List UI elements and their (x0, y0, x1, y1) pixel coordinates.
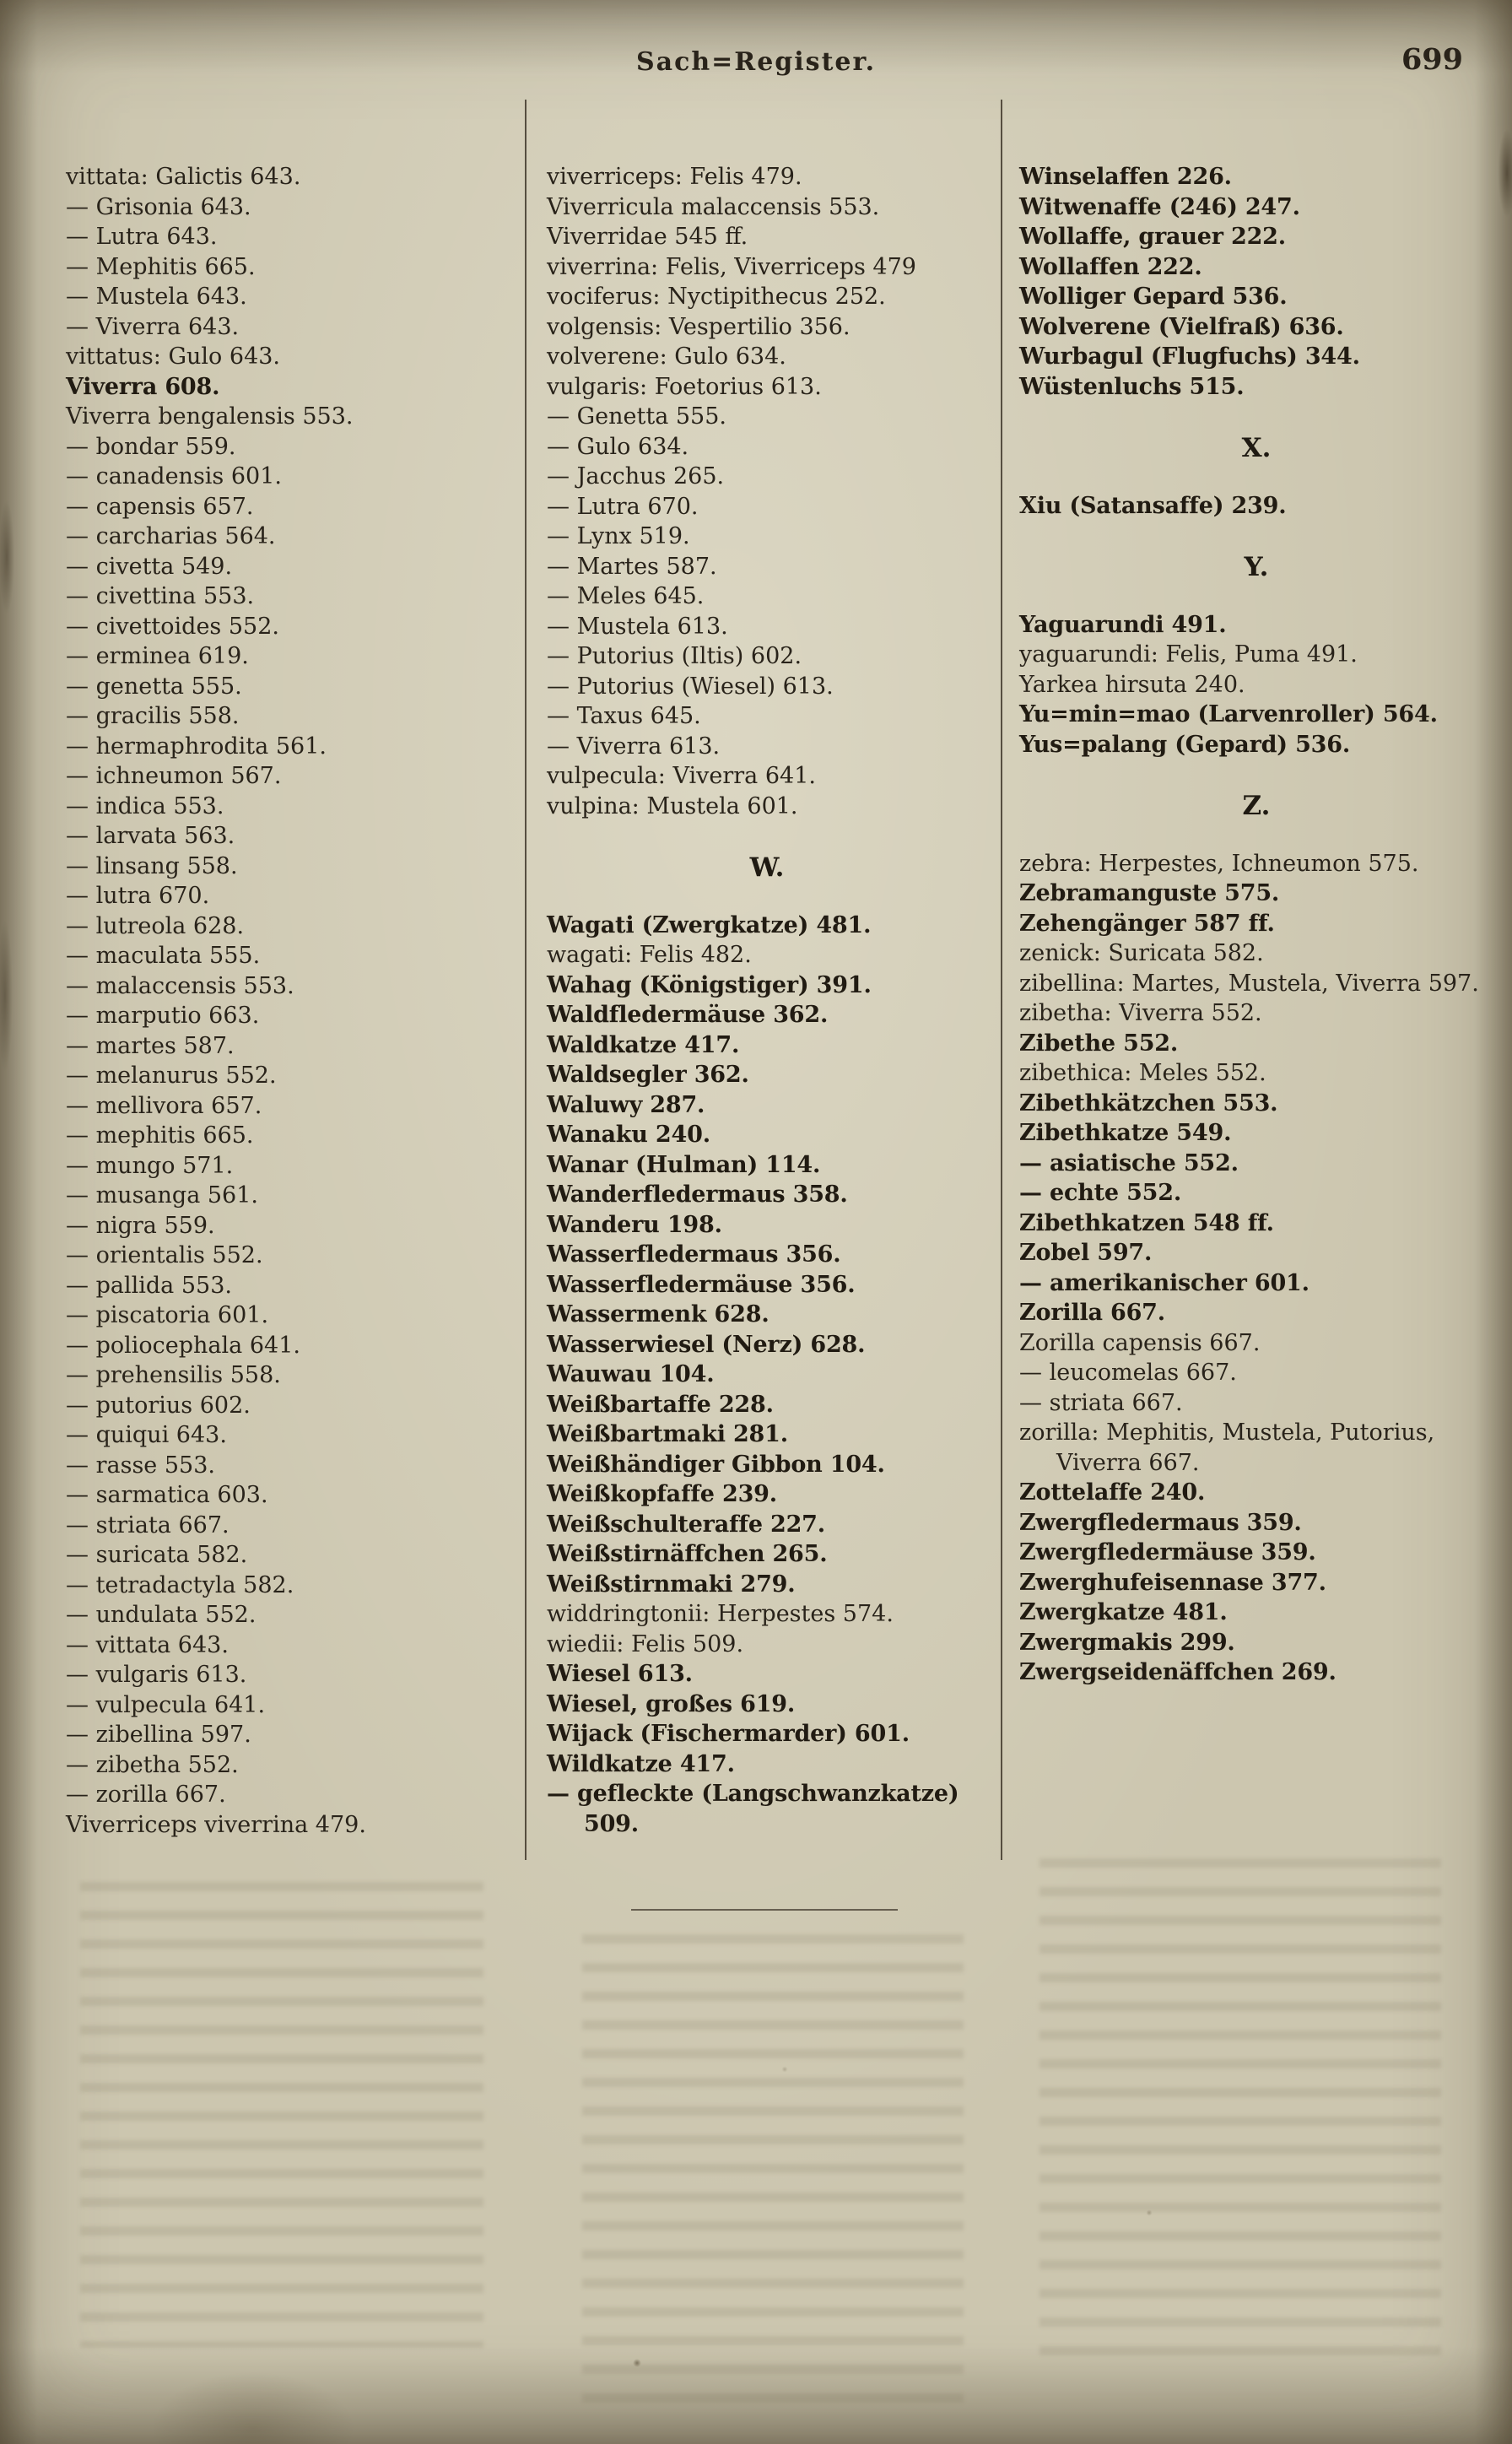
index-entry: — civettoides 552. (66, 613, 279, 640)
index-entry: Waldsegler 362. (547, 1062, 749, 1088)
index-entry: Wanar (Hulman) 114. (547, 1151, 821, 1178)
index-entry: Weißhändiger Gibbon 104. (547, 1451, 885, 1478)
index-entry: wiedii: Felis 509. (547, 1630, 744, 1657)
index-entry: — vulgaris 613. (66, 1662, 247, 1688)
index-entry: — vulpecula 641. (66, 1691, 266, 1718)
index-column-3 (1019, 162, 1493, 1688)
index-entry: Zwergseidenäffchen 269. (1019, 1659, 1336, 1685)
index-entry: — mungo 571. (66, 1152, 234, 1179)
index-entry: Wassermenk 628. (547, 1301, 770, 1327)
index-entry: — bondar 559. (66, 433, 236, 460)
index-entry: Waldfledermäuse 362. (547, 1002, 829, 1028)
index-entry: — suricata 582. (66, 1542, 248, 1568)
index-entry: — undulata 552. (66, 1602, 256, 1628)
index-entry: — mellivora 657. (66, 1092, 262, 1119)
index-entry: Weißbartaffe 228. (547, 1391, 774, 1418)
index-entry: — Gulo 634. (547, 433, 689, 460)
index-entry: Wollaffen 222. (1019, 253, 1202, 280)
index-entry: Wollaffe, grauer 222. (1019, 224, 1286, 250)
index-entry: Zwergkatze 481. (1019, 1599, 1228, 1625)
index-entry: — amerikanischer 601. (1019, 1269, 1310, 1296)
index-entry: Zibethe 552. (1019, 1030, 1179, 1057)
index-entry: — carcharias 564. (66, 523, 276, 549)
index-entry: Wasserfledermaus 356. (547, 1241, 841, 1268)
index-entry: Witwenaffe (246) 247. (1019, 193, 1300, 220)
index-entry: — gefleckte (Langschwanzkatze) 509. (547, 1781, 959, 1837)
index-entry: vulgaris: Foetorius 613. (547, 373, 822, 400)
index-entry: Zibethkatzen 548 ff. (1019, 1209, 1274, 1236)
index-entry: Wanaku 240. (547, 1122, 710, 1148)
index-entry: — marputio 663. (66, 1003, 260, 1029)
index-entry: viverriceps: Felis 479. (547, 164, 802, 190)
index-entry: Xiu (Satansaffe) 239. (1019, 492, 1287, 519)
index-entry: — poliocephala 641. (66, 1332, 300, 1359)
index-entry: — genetta 555. (66, 673, 242, 700)
index-entry: — Mustela 643. (66, 284, 247, 310)
separator-rule (631, 1909, 898, 1911)
index-entry: zibethica: Meles 552. (1019, 1060, 1266, 1086)
index-entry: Wahag (Königstiger) 391. (547, 971, 872, 998)
index-entry: — Mephitis 665. (66, 253, 256, 280)
index-entry: volgensis: Vespertilio 356. (547, 313, 850, 340)
index-entry: — tetradactyla 582. (66, 1571, 294, 1598)
index-entry: — vittata 643. (66, 1631, 229, 1658)
index-entry: — leucomelas 667. (1019, 1360, 1237, 1386)
index-entry: Weißkopfaffe 239. (547, 1481, 777, 1507)
index-entry: Wiesel, großes 619. (547, 1690, 796, 1717)
index-entry: Zwergfledermaus 359. (1019, 1509, 1302, 1536)
index-entry: — Genetta 555. (547, 403, 726, 430)
index-entry: Weißstirnmaki 279. (547, 1571, 796, 1598)
index-entry: — Lutra 670. (547, 493, 699, 520)
index-entry: Weißschulteraffe 227. (547, 1511, 825, 1538)
index-entry: Yarkea hirsuta 240. (1019, 671, 1245, 698)
index-entry: — Martes 587. (547, 553, 717, 580)
index-entry: Zwerghufeisennase 377. (1019, 1569, 1326, 1596)
index-entry: — Lynx 519. (547, 523, 690, 549)
index-entry: — ichneumon 567. (66, 763, 282, 789)
index-entry: — erminea 619. (66, 643, 249, 669)
index-entry: — Lutra 643. (66, 224, 218, 250)
index-entry: — lutra 670. (66, 883, 210, 909)
index-entry: — linsang 558. (66, 852, 238, 879)
index-entry: Weißstirnäffchen 265. (547, 1541, 828, 1567)
index-entry: — Taxus 645. (547, 703, 701, 729)
index-entry: — zorilla 667. (66, 1782, 226, 1808)
index-entry: Wasserfledermäuse 356. (547, 1271, 856, 1298)
index-entry: — civettina 553. (66, 583, 255, 609)
index-entry: — zibetha 552. (66, 1751, 239, 1778)
show-through-ghost (1040, 1858, 1441, 2363)
index-entry: Wüstenluchs 515. (1019, 373, 1245, 400)
index-entry: Wildkatze 417. (547, 1750, 735, 1777)
index-entry: — rasse 553. (66, 1452, 215, 1479)
index-entry: Zebramanguste 575. (1019, 880, 1280, 906)
index-entry: — prehensilis 558. (66, 1362, 281, 1388)
index-entry: — Grisonia 643. (66, 193, 251, 220)
index-entry: vittata: Galictis 643. (66, 164, 301, 190)
index-entry: yaguarundi: Felis, Puma 491. (1019, 641, 1358, 668)
index-entry: Zorilla capensis 667. (1019, 1329, 1261, 1356)
index-entry: zibetha: Viverra 552. (1019, 1000, 1262, 1026)
index-entry: Wolverene (Vielfraß) 636. (1019, 313, 1344, 340)
index-entry: — quiqui 643. (66, 1422, 227, 1448)
index-column-1 (66, 162, 513, 1840)
index-entry: — zibellina 597. (66, 1722, 251, 1748)
index-entry: Waldkatze 417. (547, 1031, 740, 1058)
index-entry: — striata 667. (1019, 1389, 1183, 1416)
index-entry: Wijack (Fischermarder) 601. (547, 1721, 910, 1747)
index-entry: — hermaphrodita 561. (66, 733, 327, 760)
index-entry: Zehengänger 587 ff. (1019, 910, 1275, 937)
index-entry: Weißbartmaki 281. (547, 1421, 788, 1447)
index-entry: — Jacchus 265. (547, 463, 725, 489)
index-entry: vulpina: Mustela 601. (547, 792, 798, 819)
index-entry: — Viverra 643. (66, 313, 240, 340)
index-entry: — Meles 645. (547, 583, 705, 609)
section-heading: Y. (1244, 552, 1269, 582)
index-entry: — piscatoria 601. (66, 1302, 269, 1328)
index-entry: Zwergmakis 299. (1019, 1629, 1235, 1656)
page-number: 699 (1401, 42, 1463, 77)
show-through-ghost (582, 1934, 964, 2420)
index-entry: Zorilla 667. (1019, 1300, 1165, 1326)
index-entry: — martes 587. (66, 1032, 235, 1059)
index-entry: widdringtonii: Herpestes 574. (547, 1601, 894, 1627)
index-entry: volverene: Gulo 634. (547, 343, 786, 370)
index-entry: Viverricula malaccensis 553. (547, 193, 880, 220)
index-entry: — striata 667. (66, 1511, 230, 1538)
index-entry: Yus=palang (Gepard) 536. (1019, 731, 1351, 758)
index-entry: Viverra bengalensis 553. (66, 403, 354, 430)
index-entry: — gracilis 558. (66, 703, 240, 729)
running-title: Sach=Register. (635, 47, 877, 77)
section-heading: W. (749, 852, 785, 883)
index-entry: — canadensis 601. (66, 463, 282, 489)
index-entry: — melanurus 552. (66, 1062, 277, 1089)
index-entry: Wanderfledermaus 358. (547, 1181, 848, 1208)
index-entry: — Putorius (Iltis) 602. (547, 643, 802, 669)
index-entry: Zwergfledermäuse 359. (1019, 1539, 1316, 1565)
index-entry: Zobel 597. (1019, 1240, 1153, 1266)
index-entry: — lutreola 628. (66, 912, 245, 939)
index-entry: Wurbagul (Flugfuchs) 344. (1019, 343, 1360, 370)
index-entry: — capensis 657. (66, 493, 254, 520)
index-entry: Zibethkätzchen 553. (1019, 1090, 1278, 1117)
index-entry: zebra: Herpestes, Ichneumon 575. (1019, 850, 1419, 877)
index-entry: — echte 552. (1019, 1180, 1182, 1206)
index-entry: — pallida 553. (66, 1272, 232, 1299)
index-entry: — asiatische 552. (1019, 1149, 1239, 1176)
index-entry: Wauwau 104. (547, 1361, 715, 1387)
index-entry: Wagati (Zwergkatze) 481. (547, 911, 872, 938)
section-heading: X. (1241, 433, 1272, 463)
index-entry: — indica 553. (66, 792, 224, 819)
index-entry: zibellina: Martes, Mustela, Viverra 597. (1019, 970, 1479, 997)
index-entry: Wiesel 613. (547, 1661, 693, 1687)
column-rule-right (1001, 100, 1002, 1860)
section-heading: Z. (1242, 791, 1271, 821)
index-entry: Wanderu 198. (547, 1211, 722, 1238)
index-entry: Waluwy 287. (547, 1091, 705, 1118)
index-entry: — putorius 602. (66, 1392, 251, 1419)
index-entry: zenick: Suricata 582. (1019, 940, 1264, 966)
index-entry: Viverriceps viverrina 479. (66, 1811, 366, 1838)
index-entry: vulpecula: Viverra 641. (547, 763, 816, 789)
index-entry: — mephitis 665. (66, 1122, 254, 1149)
index-entry: wagati: Felis 482. (547, 942, 752, 968)
index-entry: zorilla: Mephitis, Mustela, Putorius, Viverra 667. (1019, 1419, 1435, 1476)
show-through-ghost (80, 1882, 483, 2348)
index-entry: Zottelaffe 240. (1019, 1479, 1206, 1506)
index-entry: — Mustela 613. (547, 613, 728, 640)
index-entry: Yu=min=mao (Larvenroller) 564. (1019, 701, 1438, 727)
index-entry: Wasserwiesel (Nerz) 628. (547, 1331, 866, 1358)
index-entry: Wolliger Gepard 536. (1019, 284, 1288, 310)
index-entry: vittatus: Gulo 643. (66, 343, 281, 370)
index-entry: Viverra 608. (66, 373, 220, 400)
index-entry: — malaccensis 553. (66, 972, 294, 999)
index-entry: viverrina: Felis, Viverriceps 479 (547, 253, 916, 280)
index-entry: Viverridae 545 ff. (547, 224, 748, 250)
index-entry: Winselaffen 226. (1019, 164, 1232, 190)
index-entry: — larvata 563. (66, 823, 235, 849)
index-entry: — nigra 559. (66, 1212, 215, 1239)
index-entry: — civetta 549. (66, 553, 233, 580)
index-entry: Yaguarundi 491. (1019, 611, 1227, 638)
index-entry: — maculata 555. (66, 943, 261, 969)
index-entry: — Viverra 613. (547, 733, 721, 760)
index-entry: — sarmatica 603. (66, 1482, 268, 1508)
index-entry: — musanga 561. (66, 1182, 258, 1208)
index-entry: Zibethkatze 549. (1019, 1120, 1232, 1146)
index-entry: vociferus: Nyctipithecus 252. (547, 284, 886, 310)
index-column-2 (547, 162, 987, 1839)
column-rule-left (525, 100, 526, 1860)
index-entry: — Putorius (Wiesel) 613. (547, 673, 834, 700)
index-entry: — orientalis 552. (66, 1242, 263, 1268)
